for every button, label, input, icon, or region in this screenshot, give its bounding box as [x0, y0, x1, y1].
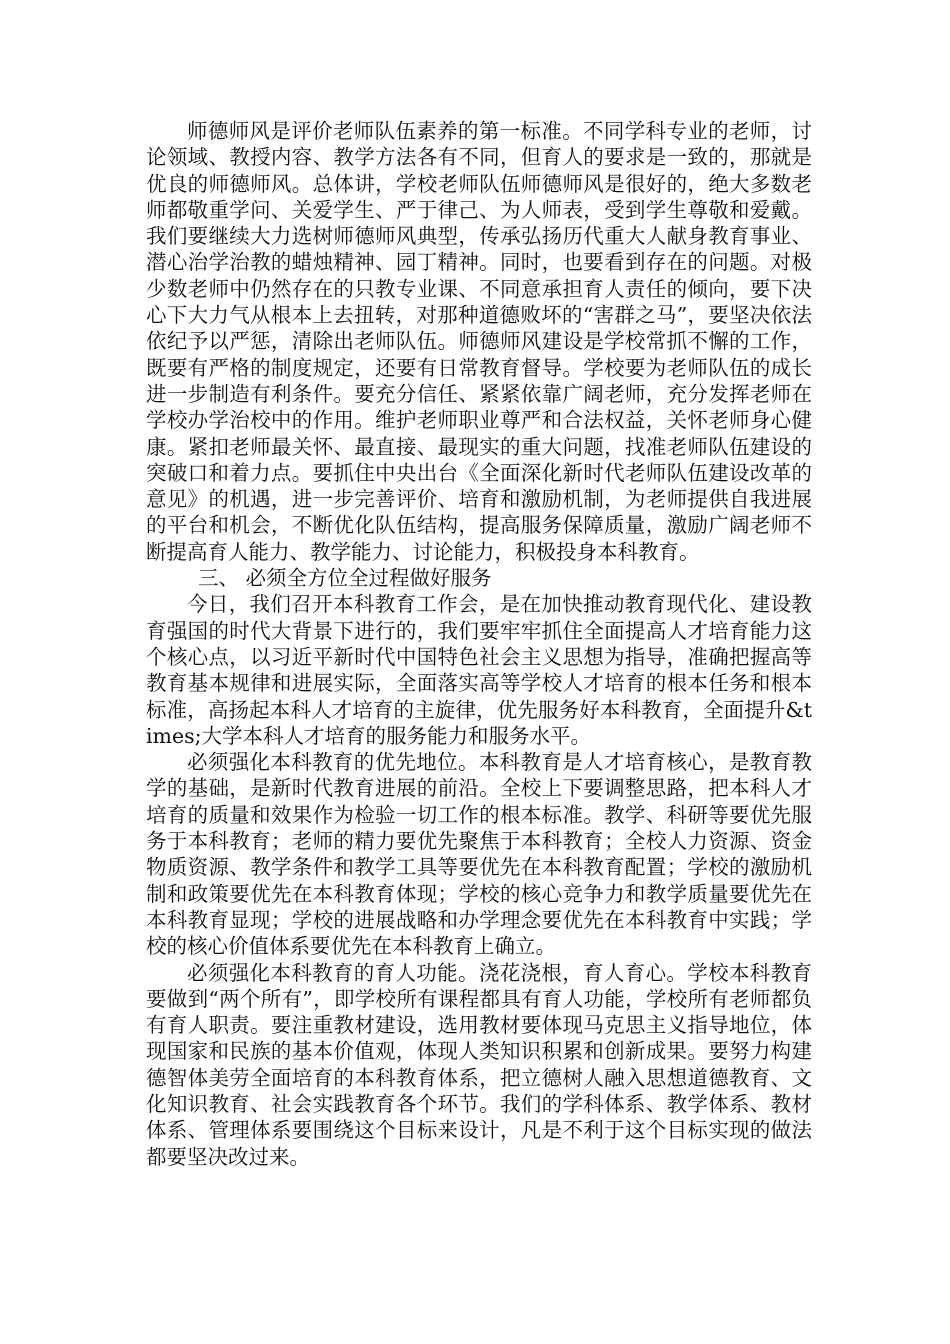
- paragraph-undergraduate-conference: 今日，我们召开本科教育工作会，是在加快推动教育现代化、建设教育强国的时代大背景下进行的，我们要牢牢抓住全面提高人才培育能力这个核心点，以习近平新时代中国特色社会主义思想为指导，准确把握高等教育基本规律和进展实际，全面落实高等学校人才培育的根本任务和根本标准，高扬起本科人才培育的主旋律，优先服务好本科教育，全面提升&times;大学本科人才培育的服务能力和服务水平。: [146, 592, 812, 748]
- section-heading-service: 三、 必须全方位全过程做好服务: [198, 566, 492, 591]
- document-body: [146, 118, 812, 1170]
- paragraph-educating-function: 必须强化本科教育的育人功能。浇花浇根，育人育心。学校本科教育要做到“两个所有”，即学校所有课程都具有育人功能，学校所有老师都负有育人职责。要注重教材建设，选用教材要体现马克思主义指导地位，体现国家和民族的基本价值观，体现人类知识积累和创新成果。要努力构建德智体美劳全面培育的本科教育体系，把立德树人融入思想道德教育、文化知识教育、社会实践教育各个环节。我们的学科体系、教学体系、教材体系、管理体系要围绕这个目标来设计，凡是不利于这个目标实现的做法都要坚决改过来。: [146, 960, 812, 1169]
- paragraph-teacher-ethics: 师德师风是评价老师队伍素养的第一标准。不同学科专业的老师，讨论领域、教授内容、教学方法各有不同，但育人的要求是一致的，那就是优良的师德师风。总体讲，学校老师队伍师德师风是很好的，绝大多数老师都敬重学问、关爱学生、严于律己、为人师表，受到学生尊敬和爱戴。我们要继续大力选树师德师风典型，传承弘扬历代重大人献身教育事业、潜心治学治教的蜡烛精神、园丁精神。同时，也要看到存在的问题。对极少数老师中仍然存在的只教专业课、不同意承担育人责任的倾向，要下决心下大力气从根本上去扭转，对那种道德败坏的“害群之马”，要坚决依法依纪予以严惩，清除出老师队伍。师德师风建设是学校常抓不懈的工作，既要有严格的制度规定，还要有日常教育督导。学校要为老师队伍的成长进一步制造有利条件。要充分信任、紧紧依靠广阔老师，充分发挥老师在学校办学治校中的作用。维护老师职业尊严和合法权益，关怀老师身心健康。紧扣老师最关怀、最直接、最现实的重大问题，找准老师队伍建设的突破口和着力点。要抓住中央出台《全面深化新时代老师队伍建设改革的意见》的机遇，进一步完善评价、培育和激励机制，为老师提供自我进展的平台和机会，不断优化队伍结构，提高服务保障质量，激励广阔老师不断提高育人能力、教学能力、讨论能力，积极投身本科教育。: [146, 119, 812, 564]
- paragraph-priority-status: 必须强化本科教育的优先地位。本科教育是人才培育核心，是教育教学的基础，是新时代教育进展的前沿。全校上下要调整思路，把本科人才培育的质量和效果作为检验一切工作的根本标准。教学、科研等要优先服务于本科教育；老师的精力要优先聚焦于本科教育；全校人力资源、资金物质资源、教学条件和教学工具等要优先在本科教育配置；学校的激励机制和政策要优先在本科教育体现；学校的核心竞争力和教学质量要优先在本科教育显现；学校的进展战略和办学理念要优先在本科教育中实践；学校的核心价值体系要优先在本科教育上确立。: [146, 750, 812, 959]
